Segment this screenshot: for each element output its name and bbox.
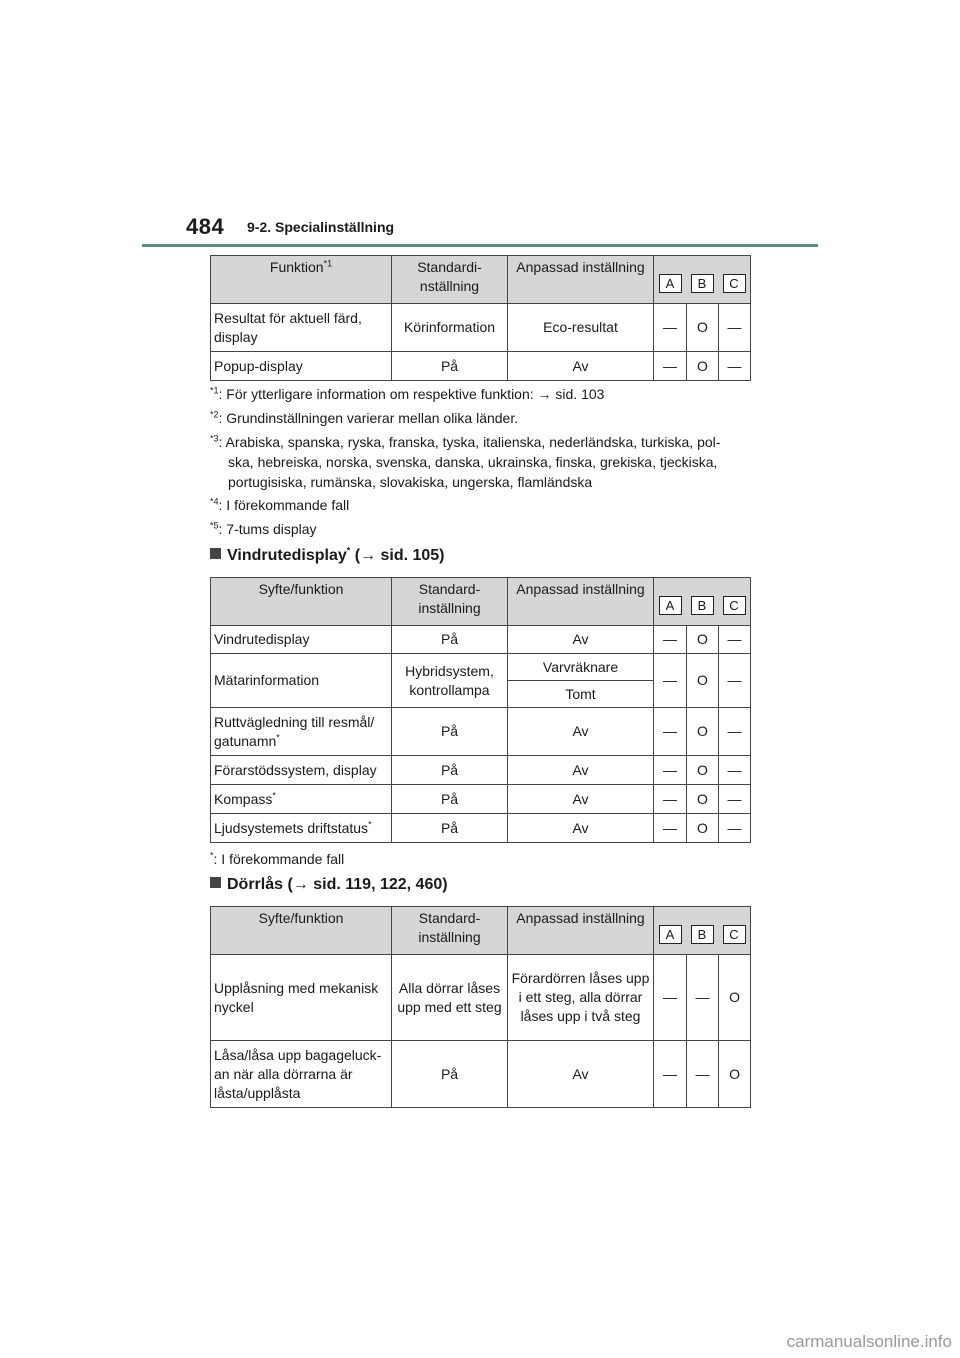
header-custom: Anpassad inställning: [508, 578, 654, 626]
footnote: $^{*3}$: Arabiska, spanska, ryska, franska, tyska, italienska, nederländska, turkiska, pol- ska, hebreiska, norska, svenska, danska, ukrainska, finska, grekiska, tjeckiska, portugisiska, rumänska, slovakiska, ungerska, flamländska: [210, 433, 721, 490]
label-a: A: [659, 596, 682, 615]
label-b: B: [691, 596, 714, 615]
subsection-heading: Vindrutedisplay* (→ sid. 105): [210, 547, 445, 565]
table-header-row: [211, 256, 751, 304]
header-abc: [654, 256, 751, 304]
header-default: Standard-inställning: [392, 578, 508, 626]
table-row: Låsa/låsa upp bagageluck-an när alla dörrarna är låsta/upplåsta På Av — — O: [211, 1041, 751, 1108]
footnote: $^{*4}$: I förekommande fall: [210, 496, 350, 513]
header-function: Funktion$^{*1}$: [211, 256, 392, 304]
label-c: C: [723, 274, 746, 293]
header-default: Standardi-nställning: [392, 256, 508, 304]
function-table: [210, 255, 751, 381]
footnote: $^{*5}$: 7-tums display: [210, 520, 317, 537]
label-b: B: [691, 274, 714, 293]
label-b: B: [691, 925, 714, 944]
header-abc: [654, 578, 751, 626]
table-row: Mätarinformation Hybridsystem, kontrollampa Varvräknare — O —: [211, 654, 751, 681]
page-number: 484: [186, 214, 225, 239]
table-row: Tomt: [211, 681, 751, 708]
header-default: Standard-inställning: [392, 907, 508, 955]
square-bullet-icon: [210, 877, 221, 888]
label-c: C: [723, 925, 746, 944]
table-header-row: [211, 578, 751, 626]
header-purpose: Syfte/funktion: [211, 578, 392, 626]
table-header-row: [211, 907, 751, 955]
label-a: A: [659, 925, 682, 944]
table-row: Ruttvägledning till resmål/ gatunamn* På Av — O —: [211, 708, 751, 756]
door-lock-table: [210, 906, 751, 1108]
label-c: C: [723, 596, 746, 615]
table-row: Resultat för aktuell färd, display Körinformation Eco-resultat — O —: [211, 304, 751, 352]
footnote: $^{*2}$: Grundinställningen varierar mellan olika länder.: [210, 409, 519, 426]
table-row: Upplåsning med mekanisk nyckel Alla dörrar låses upp med ett steg Förardörren låses upp i ett steg, alla dörrar låses upp i två steg — — O: [211, 955, 751, 1041]
table-row: Ljudsystemets driftstatus* På Av — O —: [211, 814, 751, 843]
section-title: 9-2. Specialinställning: [247, 219, 395, 235]
header-custom: Anpassad inställning: [508, 907, 654, 955]
table-row: Förarstödssystem, display På Av — O —: [211, 756, 751, 785]
subsection-heading: Dörrlås (→ sid. 119, 122, 460): [210, 876, 448, 894]
header-purpose: Syfte/funktion: [211, 907, 392, 955]
header-custom: Anpassad inställning: [508, 256, 654, 304]
square-bullet-icon: [210, 548, 221, 559]
label-a: A: [659, 274, 682, 293]
hud-table: [210, 577, 751, 843]
footnote: $^{*1}$: För ytterligare information om respektive funktion: → sid. 103: [210, 385, 605, 402]
table-row: Kompass* På Av — O —: [211, 785, 751, 814]
watermark: carmanualsonline.info: [786, 1332, 952, 1351]
header-divider: [142, 244, 818, 247]
table-row: Popup-display På Av — O —: [211, 352, 751, 381]
footnote: *: I förekommande fall: [210, 850, 345, 867]
table-row: Vindrutedisplay På Av — O —: [211, 626, 751, 654]
header-abc: [654, 907, 751, 955]
